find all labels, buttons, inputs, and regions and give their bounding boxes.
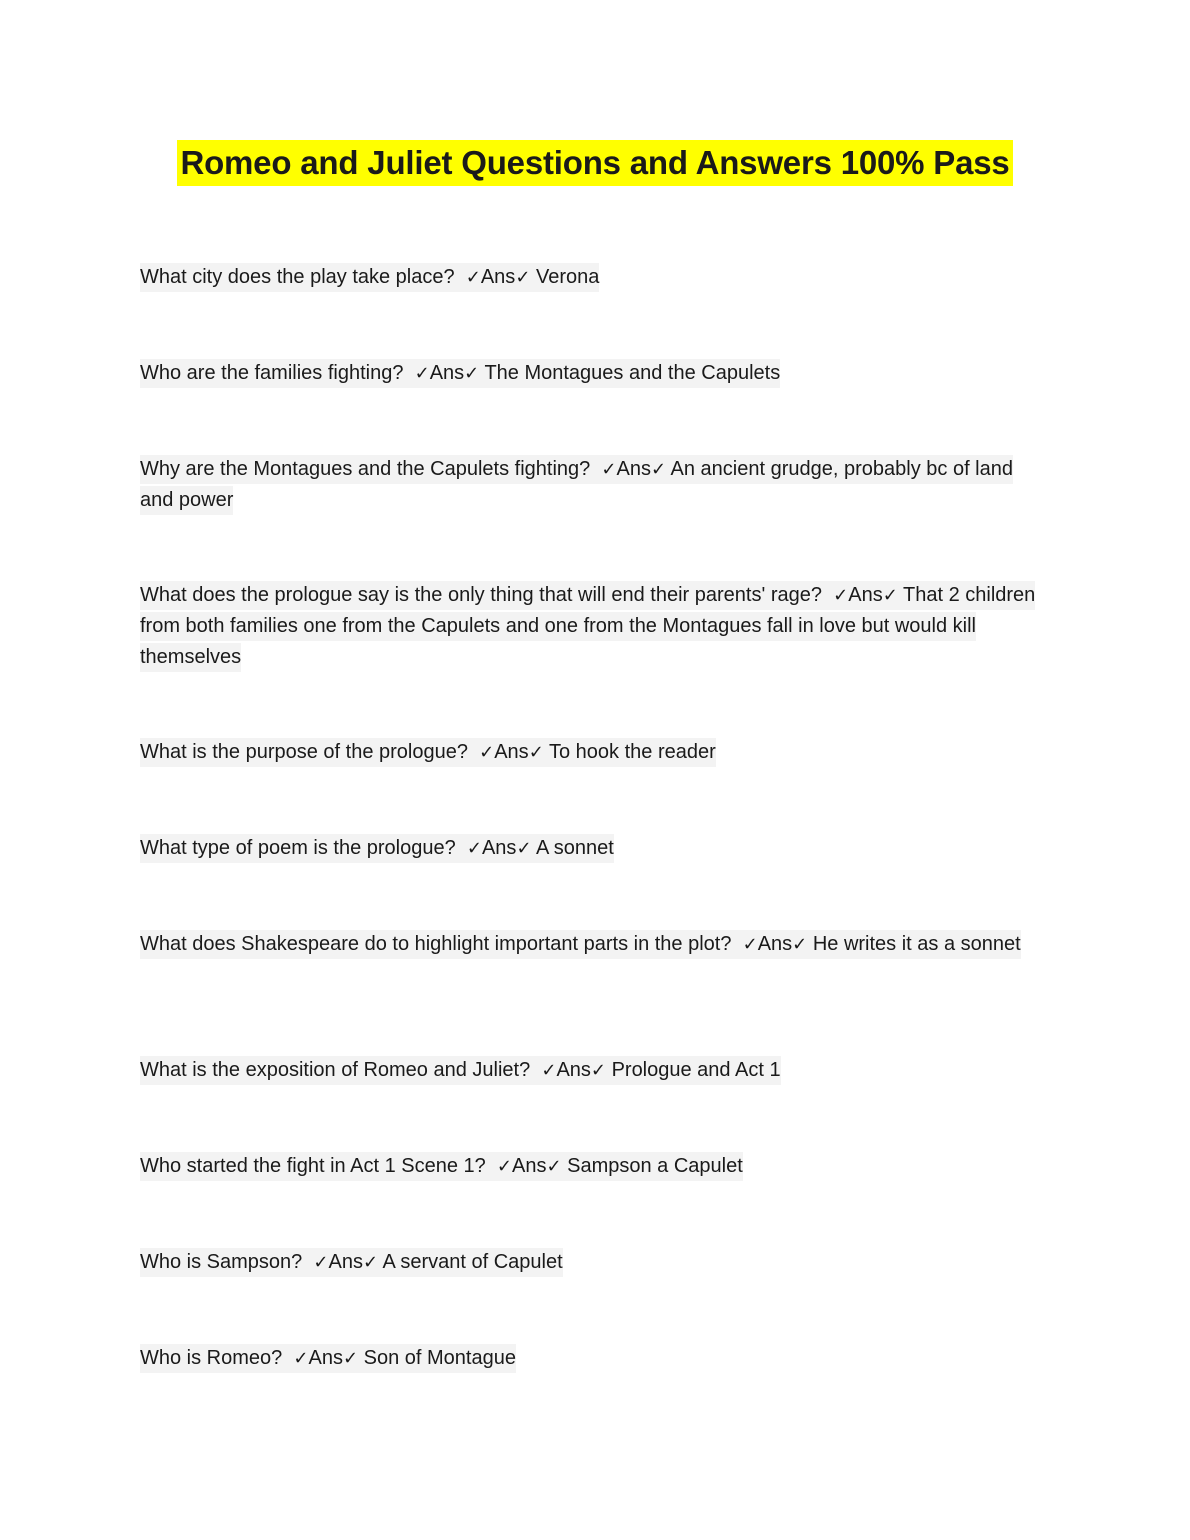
answer-label: Ans <box>757 933 793 955</box>
check-icon: ✓ <box>541 1060 557 1081</box>
answer-text: To hook the reader <box>548 741 716 763</box>
qa-item <box>140 1247 1040 1278</box>
qa-item <box>140 1055 1040 1086</box>
answer-text: The Montagues and the Capulets <box>484 362 781 384</box>
qa-item <box>140 833 1040 864</box>
answer-text: Verona <box>535 266 600 288</box>
check-icon: ✓ <box>464 363 480 384</box>
answer-label: Ans <box>511 1155 547 1177</box>
check-icon: ✓ <box>342 1348 359 1369</box>
answer-label: Ans <box>848 584 883 606</box>
question-text: What is the purpose of the prologue? <box>140 741 468 763</box>
document-title: Romeo and Juliet Questions and Answers 100% Pass <box>177 140 1012 186</box>
check-icon: ✓ <box>792 934 808 955</box>
check-icon: ✓ <box>516 838 532 859</box>
answer-label: Ans <box>494 741 529 763</box>
check-icon: ✓ <box>313 1252 329 1273</box>
qa-item <box>140 1151 1040 1182</box>
answer-text: That 2 children from both families one from the Capulets and one from the Montagues fall in love but would kill themselves <box>140 584 1036 668</box>
check-icon: ✓ <box>590 1060 606 1081</box>
qa-item <box>140 1343 1040 1374</box>
qa-item <box>140 358 1040 389</box>
question-text: What does Shakespeare do to highlight important parts in the plot? <box>140 933 732 955</box>
check-icon: ✓ <box>528 742 544 763</box>
answer-label: Ans <box>481 837 517 859</box>
check-icon: ✓ <box>546 1156 562 1177</box>
answer-label: Ans <box>308 1347 343 1369</box>
check-icon: ✓ <box>465 267 481 288</box>
question-text: Why are the Montagues and the Capulets fighting? <box>140 458 591 480</box>
answer-text: He writes it as a sonnet <box>812 933 1021 955</box>
qa-item <box>140 454 1040 516</box>
answer-text: Son of Montague <box>363 1347 516 1369</box>
question-text: What is the exposition of Romeo and Juliet? <box>140 1059 531 1081</box>
answer-text: A sonnet <box>535 837 614 859</box>
check-icon: ✓ <box>479 742 495 763</box>
answer-label: Ans <box>480 266 516 288</box>
question-text: Who is Sampson? <box>140 1251 303 1273</box>
answer-label: Ans <box>328 1251 363 1273</box>
question-text: Who is Romeo? <box>140 1347 283 1369</box>
question-text: What city does the play take place? <box>140 266 455 288</box>
question-text: Who are the families fighting? <box>140 362 404 384</box>
question-text: What type of poem is the prologue? <box>140 837 456 859</box>
title-container <box>0 140 1190 186</box>
qa-item <box>140 737 1040 768</box>
answer-text: A servant of Capulet <box>382 1251 563 1273</box>
qa-item <box>140 262 1040 293</box>
check-icon: ✓ <box>293 1348 309 1369</box>
check-icon: ✓ <box>414 363 430 384</box>
check-icon: ✓ <box>601 459 617 480</box>
answer-text: An ancient grudge, probably bc of land and power <box>140 458 1013 511</box>
qa-item <box>140 580 1040 673</box>
check-icon: ✓ <box>833 585 849 606</box>
qa-item <box>140 929 1040 960</box>
question-text: Who started the fight in Act 1 Scene 1? <box>140 1155 486 1177</box>
check-icon: ✓ <box>466 838 482 859</box>
check-icon: ✓ <box>362 1252 379 1273</box>
answer-label: Ans <box>429 362 465 384</box>
answer-text: Prologue and Act 1 <box>611 1059 781 1081</box>
answer-label: Ans <box>616 458 651 480</box>
question-text: What does the prologue say is the only thing that will end their parents' rage? <box>140 584 823 606</box>
check-icon: ✓ <box>496 1156 512 1177</box>
check-icon: ✓ <box>515 267 531 288</box>
check-icon: ✓ <box>742 934 758 955</box>
check-icon: ✓ <box>882 585 898 606</box>
answer-text: Sampson a Capulet <box>567 1155 743 1177</box>
check-icon: ✓ <box>650 459 667 480</box>
answer-label: Ans <box>556 1059 591 1081</box>
